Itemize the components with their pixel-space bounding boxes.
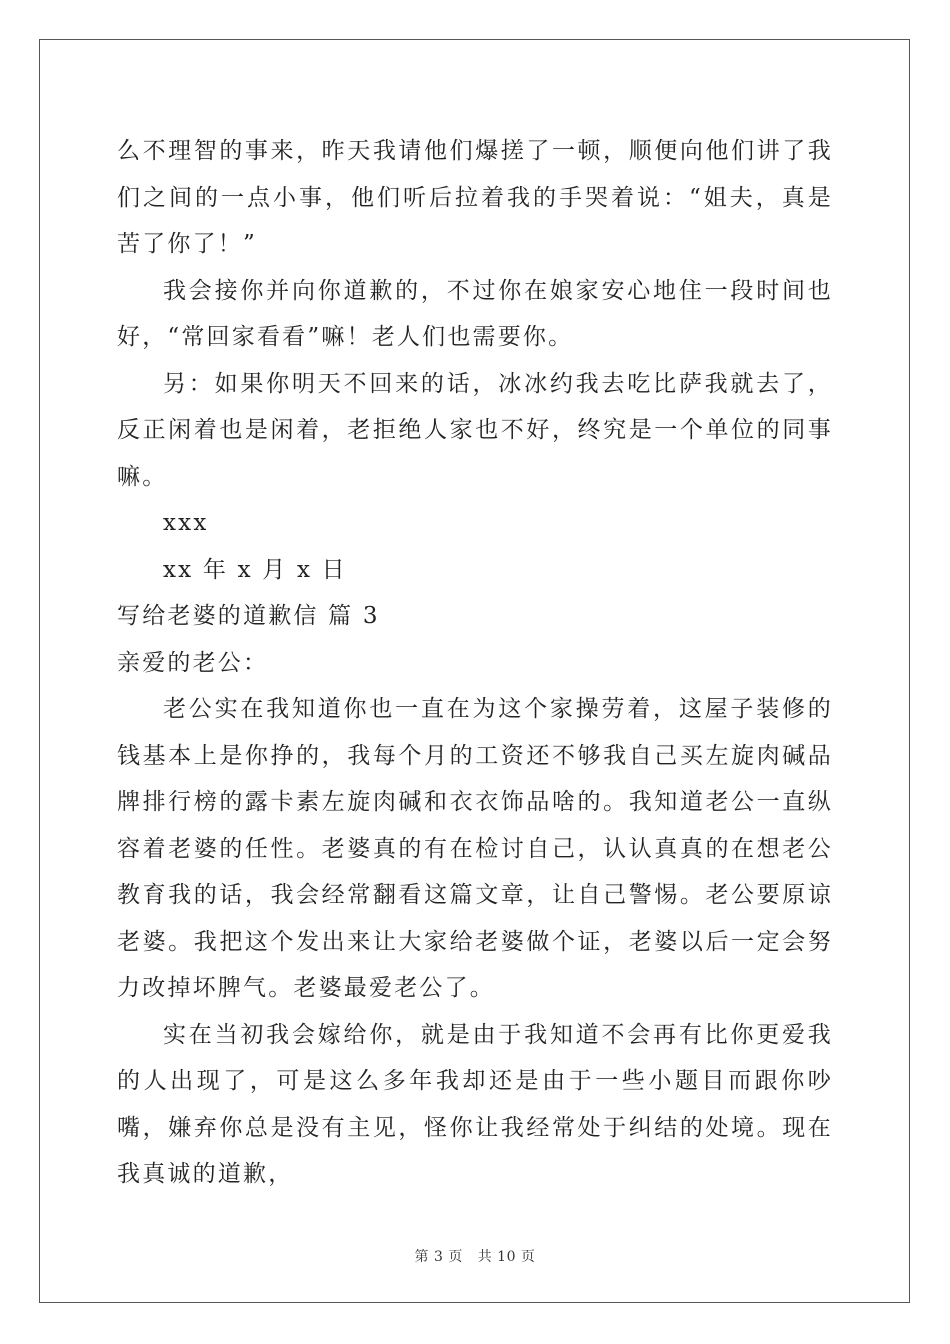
page-number: 第 3 页: [414, 1249, 463, 1265]
page-total: 共 10 页: [477, 1249, 536, 1265]
document-body: [117, 128, 833, 1198]
signature: xxx: [163, 510, 209, 536]
page-footer: [0, 1246, 950, 1266]
paragraph-apology-pickup: 我会接你并向你道歉的，不过你在娘家安心地住一段时间也好，“常回家看看”嘛！老人们也需要你。: [117, 277, 833, 350]
section-heading: 写给老婆的道歉信 篇 3: [117, 603, 380, 629]
date-line: xx 年 x 月 x 日: [163, 556, 347, 583]
paragraph-continued: 么不理智的事来，昨天我请他们爆搓了一顿，顺便向他们讲了我们之间的一点小事，他们听后拉着我的手哭着说：“姐夫，真是苦了你了！”: [117, 138, 833, 257]
paragraph-marriage: 实在当初我会嫁给你，就是由于我知道不会再有比你更爱我的人出现了，可是这么多年我却还是由于一些小题目而跟你吵嘴，嫌弃你总是没有主见，怪你让我经常处于纠结的处境。现在我真诚的道歉，: [117, 1021, 833, 1187]
salutation: 亲爱的老公：: [117, 649, 269, 676]
paragraph-husband-work: 老公实在我知道你也一直在为这个家操劳着，这屋子装修的钱基本上是你挣的，我每个月的工资还不够我自己买左旋肉碱品牌排行榜的露卡素左旋肉碱和衣衣饰品啥的。我知道老公一直纵容着老婆的任性。老婆真的有在检讨自己，认认真真的在想老公教育我的话，我会经常翻看这篇文章，让自己警惕。老公要原谅老婆。我把这个发出来让大家给老婆做个证，老婆以后一定会努力改掉坏脾气。老婆最爱老公了。: [117, 696, 833, 1001]
paragraph-postscript: 另：如果你明天不回来的话，冰冰约我去吃比萨我就去了，反正闲着也是闲着，老拒绝人家也不好，终究是一个单位的同事嘛。: [117, 370, 833, 490]
